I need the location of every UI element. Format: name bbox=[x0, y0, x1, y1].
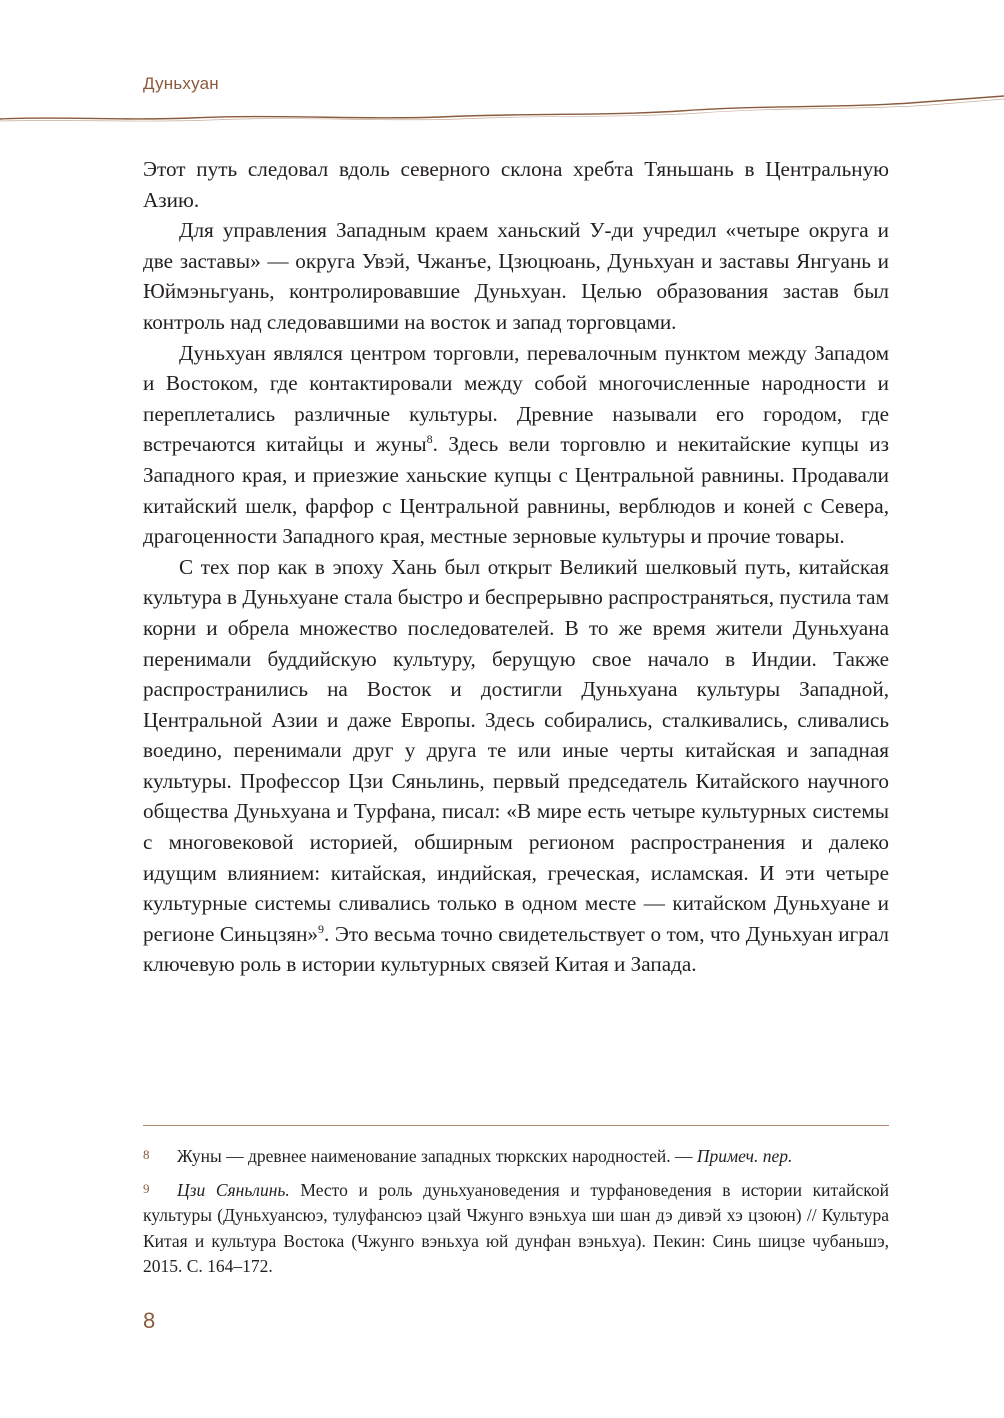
footnote-divider bbox=[143, 1125, 889, 1126]
paragraph-3-text-a: Дуньхуан являлся центром торговли, перевалочным пунктом между Западом и Востоком, где контактировали между собой многочисленные народности и переплетались различные культуры. Древние называли его городом, где встречаются китайцы и жуны bbox=[143, 340, 889, 457]
footnote-text: Место и роль дуньхуановедения и турфановедения в истории китайской культуры (Дуньхуансюэ, тулуфансюэ цзай Чжунго вэньхуа ши шан дэ дивэй хэ цзоюн) // Культура Китая и культура Востока (Чжунго вэньхуа юй дунфан вэньхуа). Пекин: Синь шицзе чубаньшэ, 2015. С. 164–172. bbox=[143, 1179, 889, 1276]
footnote-8 bbox=[143, 1142, 889, 1170]
footnote-text: Жуны — древнее наименование западных тюркских народностей. — bbox=[177, 1146, 697, 1166]
paragraph-4-text-b: . Это весьма точно свидетельствует о том, что Дуньхуан играл ключевую роль в истории культурных связей Китая и Запада. bbox=[143, 921, 890, 977]
paragraph-3-text-b: . Здесь вели торговлю и некитайские купцы из Западного края, и приезжие ханьские купцы с Центральной равнины. Продавали китайский шелк, фарфор с Центральной равнины, верблюдов и коней с Севера, драгоценности Западного края, местные зерновые культуры и прочие товары. bbox=[143, 432, 889, 549]
footnote-number: 9 bbox=[143, 1180, 150, 1196]
running-head: Дуньхуан bbox=[143, 74, 219, 93]
footnote-emphasis: Примеч. пер. bbox=[696, 1146, 793, 1166]
paragraph-4 bbox=[143, 552, 889, 980]
footnote-author: Цзи Сяньлинь. bbox=[177, 1179, 290, 1200]
paragraph-4-text-a: С тех пор как в эпоху Хань был открыт Великий шелковый путь, китайская культура в Дуньхуане стала быстро и беспрерывно распространяться, пустила там корни и обрела множество последователей. В то же время жители Дуньхуана перенимали буддийскую культуру, берущую свое начало в Индии. Также распространились на Восток и достигли Дуньхуана культуры Западной, Центральной Азии и даже Европы. Здесь собирались, сталкивались, сливались воедино, перенимали друг у друга те или иные черты китайская и западная культуры. Профессор Цзи Сяньлинь, первый председатель Китайского научного общества Дуньхуана и Турфана, писал: «В мире есть четыре культурных системы с многовековой историей, обширным регионом распространения и далеко идущим влиянием: китайская, индийская, греческая, исламская. И эти четыре культурные системы сливались только в одном месте — китайском Дуньхуане и регионе Синьцзян» bbox=[143, 554, 889, 946]
paragraph-1: Этот путь следовал вдоль северного склона хребта Тяньшань в Центральную Азию. bbox=[143, 157, 889, 212]
paragraph-3 bbox=[143, 338, 889, 552]
decorative-wave-line bbox=[0, 92, 1004, 132]
footnote-ref-9[interactable]: 9 bbox=[318, 921, 325, 936]
paragraph-2: Для управления Западным краем ханьский У-ди учредил «четыре округа и две заставы» — округа Увэй, Чжанъе, Цзюцюань, Дуньхуан и заставы Янгуань и Юймэньгуань, контролировавшие Дуньхуан. Целью образования застав был контроль над следовавшими на восток и запад торговцами. bbox=[143, 218, 889, 334]
footnotes bbox=[143, 1142, 889, 1286]
footnote-number: 8 bbox=[143, 1147, 150, 1162]
main-text bbox=[143, 154, 889, 980]
page-number: 8 bbox=[143, 1308, 156, 1333]
footnote-9 bbox=[143, 1176, 889, 1280]
footnote-ref-8[interactable]: 8 bbox=[426, 432, 433, 447]
